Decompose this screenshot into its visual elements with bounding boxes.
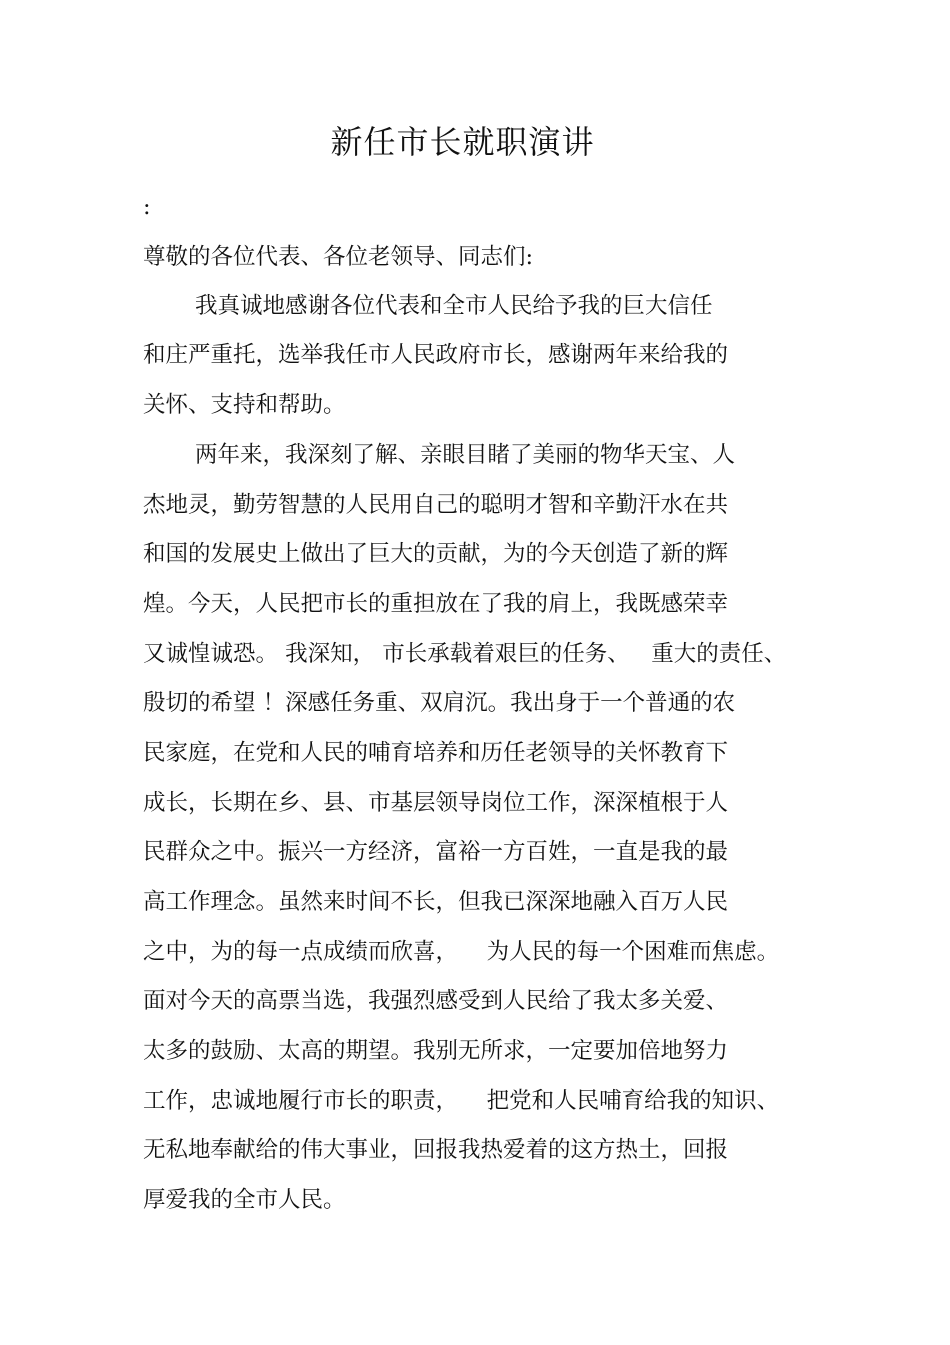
body-line: 成长，长期在乡、县、市基层领导岗位工作，深深植根于人 bbox=[143, 790, 729, 816]
body-line: 煌。今天，人民把市长的重担放在了我的肩上，我既感荣幸 bbox=[143, 591, 729, 617]
body-line: 和庄严重托，选举我任市人民政府市长，感谢两年来给我的 bbox=[143, 342, 729, 368]
body-line: 厚爱我的全市人民。 bbox=[143, 1187, 346, 1213]
body-line: 民群众之中。振兴一方经济，富裕一方百姓，一直是我的最 bbox=[143, 839, 729, 865]
body-line: 两年来，我深刻了解、亲眼目睹了美丽的物华天宝、人 bbox=[195, 442, 736, 468]
body-line: 和国的发展史上做出了巨大的贡献，为的今天创造了新的辉 bbox=[143, 541, 729, 567]
body-line: 工作，忠诚地履行市长的职责， 把党和人民哺育给我的知识、 bbox=[143, 1088, 780, 1114]
body-line: 关怀、支持和帮助。 bbox=[143, 392, 346, 418]
body-line: 杰地灵，勤劳智慧的人民用自己的聪明才智和辛勤汗水在共 bbox=[143, 492, 729, 518]
body-line: 我真诚地感谢各位代表和全市人民给予我的巨大信任 bbox=[195, 293, 713, 319]
salutation: 尊敬的各位代表、各位老领导、同志们: bbox=[143, 244, 534, 270]
colon-line: : bbox=[143, 194, 151, 220]
body-line: 面对今天的高票当选，我强烈感受到人民给了我太多关爱、 bbox=[143, 988, 729, 1014]
body-line: 又诚惶诚恐。 我深知， 市长承载着艰巨的任务、 重大的责任、 bbox=[143, 641, 787, 667]
body-line: 民家庭，在党和人民的哺育培养和历任老领导的关怀教育下 bbox=[143, 740, 729, 766]
body-line: 高工作理念。虽然来时间不长，但我已深深地融入百万人民 bbox=[143, 889, 729, 915]
body-line: 无私地奉献给的伟大事业，回报我热爱着的这方热土，回报 bbox=[143, 1137, 729, 1163]
body-line: 之中，为的每一点成绩而欣喜， 为人民的每一个困难而焦虑。 bbox=[143, 939, 780, 965]
page-title: 新任市长就职演讲 bbox=[330, 123, 595, 161]
body-line: 殷切的希望 ！深感任务重、双肩沉。我出身于一个普通的农 bbox=[143, 690, 736, 716]
body-line: 太多的鼓励、太高的期望。我别无所求，一定要加倍地努力 bbox=[143, 1038, 729, 1064]
